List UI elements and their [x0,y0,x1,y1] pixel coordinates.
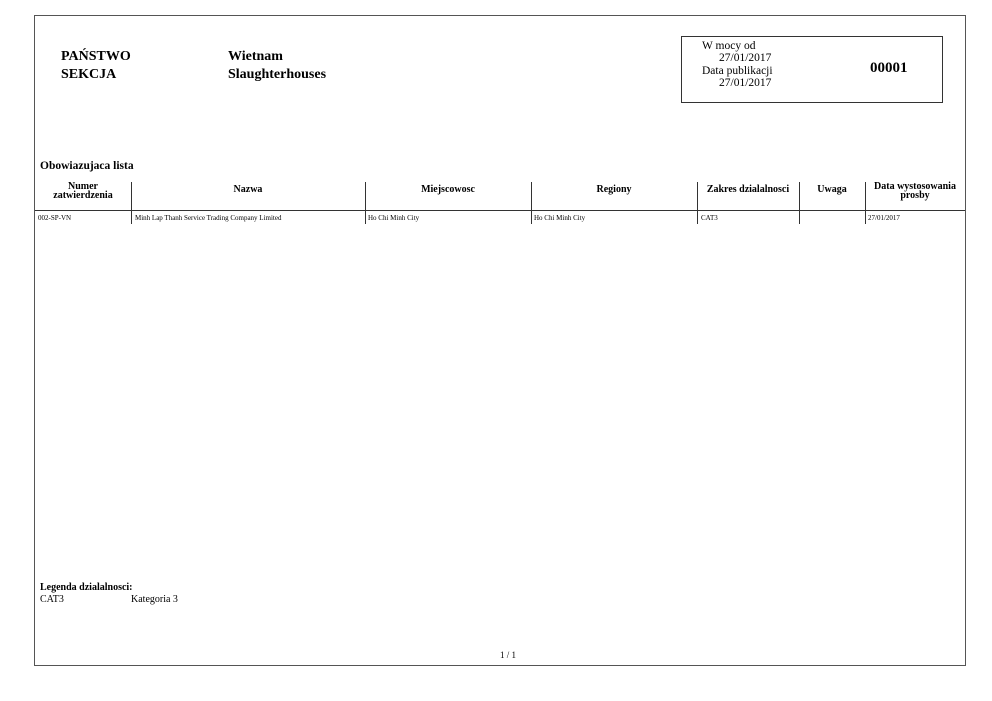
column-header-regions: Regiony [596,184,632,195]
column-divider [799,182,800,224]
cell-request-date: 27/01/2017 [868,214,900,222]
legend-description: Kategoria 3 [131,594,178,605]
legend-title: Legenda dzialalnosci: [40,582,133,593]
publication-date: 27/01/2017 [719,77,772,89]
section-label: SEKCJA [61,67,117,82]
cell-regions: Ho Chi Minh City [534,214,586,222]
column-divider [531,182,532,224]
column-header-activity: Zakres dzialalnosci [706,184,790,195]
column-header-request-date: Data wystosowania prosby [874,181,956,201]
validity-box [681,36,943,103]
effective-label: W mocy od [702,40,756,52]
list-title: Obowiazujaca lista [40,160,134,172]
document-page [34,15,966,666]
cell-name: Minh Lap Thanh Service Trading Company Limited [135,214,282,222]
column-header-name: Nazwa [233,184,263,195]
legend-code: CAT3 [40,594,64,605]
column-divider [365,182,366,224]
publication-label: Data publikacji [702,65,773,77]
page-number: 1 / 1 [500,650,517,660]
cell-activity: CAT3 [701,214,718,222]
section-value: Slaughterhouses [228,67,327,82]
document-number: 00001 [870,60,908,76]
country-value: Wietnam [228,49,283,64]
cell-city: Ho Chi Minh City [368,214,420,222]
column-header-city: Miejscowosc [421,184,475,195]
column-header-remark: Uwaga [817,184,847,195]
column-divider [697,182,698,224]
effective-date: 27/01/2017 [719,52,772,64]
cell-number: 002-SP-VN [38,214,72,222]
column-divider [131,182,132,224]
country-label: PAŃSTWO [61,49,131,64]
column-header-number: Numer zatwierdzenia [53,181,113,201]
header-underline [35,210,965,211]
column-divider [865,182,866,224]
